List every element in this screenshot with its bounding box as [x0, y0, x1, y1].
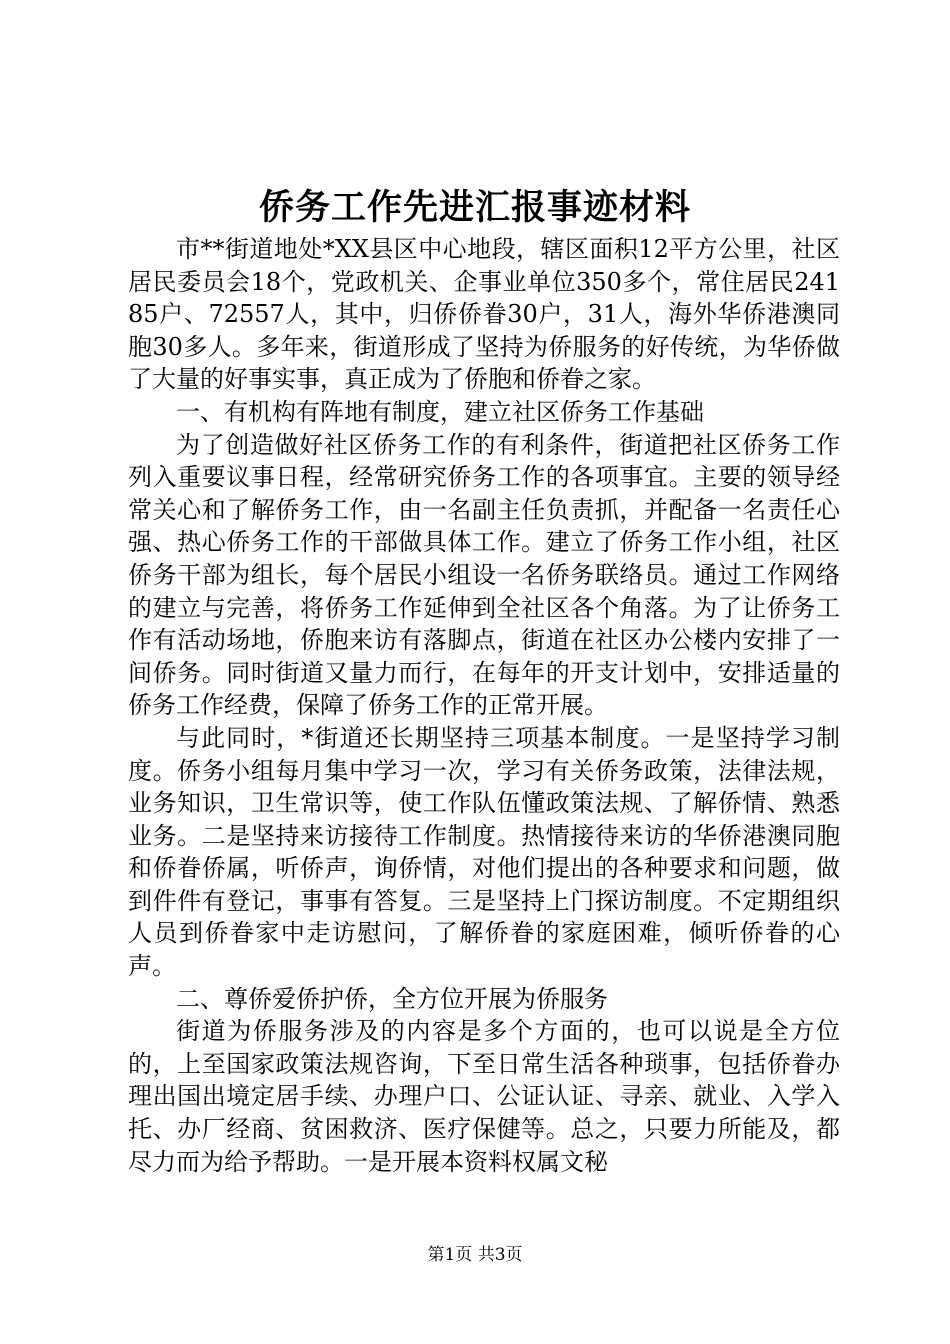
paragraph-section-1-b: 与此同时，*街道还长期坚持三项基本制度。一是坚持学习制度。侨务小组每月集中学习一次，学习有关侨务政策，法律法规，业务知识，卫生常识等，使工作队伍懂政策法规、了解侨情、熟悉业务。二是坚持来访接待工作制度。热情接待来访的华侨港澳同胞和侨眷侨属，听侨声，询侨情，对他们提出的各种要求和问题，做到件件有登记，事事有答复。三是坚持上门探访制度。不定期组织人员到侨眷家中走访慰问，了解侨眷的家庭困难，倾听侨眷的心声。	[128, 723, 840, 981]
document-body	[128, 233, 840, 1178]
section-heading-1: 一、有机构有阵地有制度，建立社区侨务工作基础	[176, 397, 704, 426]
paragraph-intro: 市**街道地处*XX县区中心地段，辖区面积12平方公里，社区居民委员会18个，党政机关、企事业单位350多个，常住居民24185户、72557人，其中，归侨侨眷30户，31人，海外华侨港澳同胞30多人。多年来，街道形成了坚持为侨服务的好传统，为华侨做了大量的好事实事，真正成为了侨胞和侨眷之家。	[128, 235, 840, 394]
page-number-footer: 第1页 共3页	[427, 1245, 523, 1265]
paragraph-section-1-a: 为了创造做好社区侨务工作的有利条件，街道把社区侨务工作列入重要议事日程，经常研究侨务工作的各项事宜。主要的领导经常关心和了解侨务工作，由一名副主任负责抓，并配备一名责任心强、热心侨务工作的干部做具体工作。建立了侨务工作小组，社区侨务干部为组长，每个居民小组设一名侨务联络员。通过工作网络的建立与完善，将侨务工作延伸到全社区各个角落。为了让侨务工作有活动场地，侨胞来访有落脚点，街道在社区办公楼内安排了一间侨务。同时街道又量力而行，在每年的开支计划中，安排适量的侨务工作经费，保障了侨务工作的正常开展。	[128, 430, 840, 720]
paragraph-section-2-a: 街道为侨服务涉及的内容是多个方面的，也可以说是全方位的，上至国家政策法规咨询，下至日常生活各种琐事，包括侨眷办理出国出境定居手续、办理户口、公证认证、寻亲、就业、入学入托、办厂经商、贫困救济、医疗保健等。总之，只要力所能及，都尽力而为给予帮助。一是开展本资料权属文秘	[128, 1017, 840, 1176]
document-title: 侨务工作先进汇报事迹材料	[258, 187, 691, 228]
section-heading-2: 二、尊侨爱侨护侨，全方位开展为侨服务	[176, 984, 608, 1013]
